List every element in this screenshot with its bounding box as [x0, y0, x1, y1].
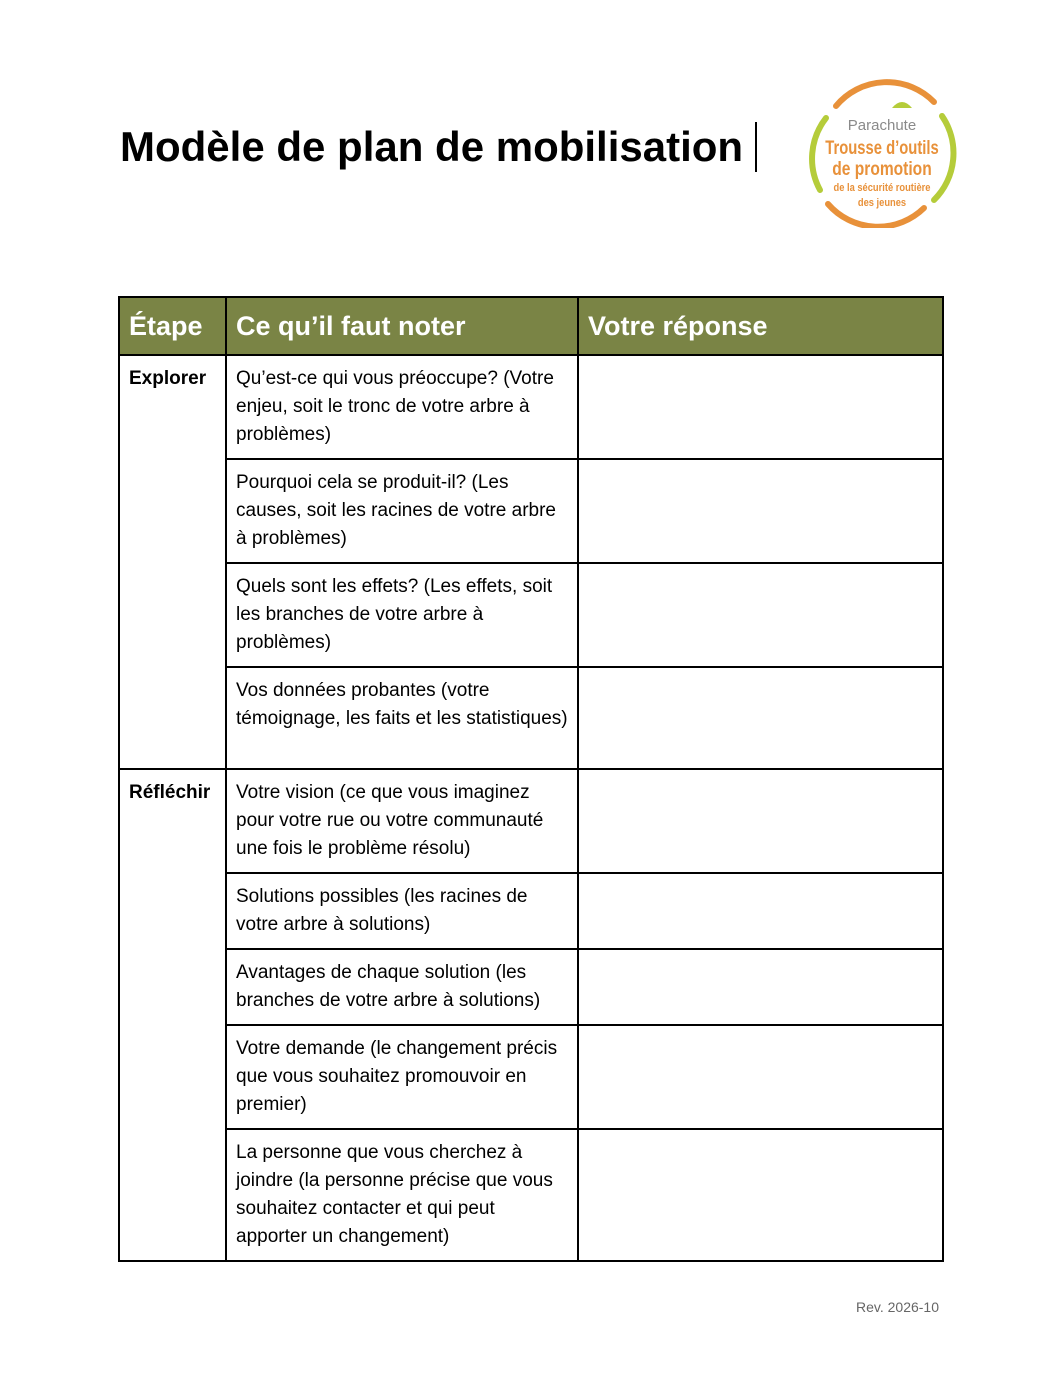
- logo-line-2: de promotion: [832, 157, 932, 180]
- note-cell: Quels sont les effets? (Les effets, soit les branches de votre arbre à problèmes): [226, 563, 578, 667]
- step-explorer: Explorer: [119, 355, 226, 769]
- logo-line-3: de la sécurité routière: [833, 182, 931, 195]
- table-row: [119, 949, 943, 1025]
- note-cell: Vos données probantes (votre témoignage, les faits et les statistiques): [226, 667, 578, 769]
- page-title: Modèle de plan de mobilisation: [120, 123, 744, 170]
- answer-cell[interactable]: [578, 459, 943, 563]
- answer-cell[interactable]: [578, 355, 943, 459]
- logo-arc-orange-top: [836, 82, 934, 106]
- text-cursor: [755, 122, 757, 172]
- note-cell: Qu’est-ce qui vous préoccupe? (Votre enjeu, soit le tronc de votre arbre à problèmes): [226, 355, 578, 459]
- header-answer: Votre réponse: [578, 297, 943, 355]
- logo-brand: Parachute: [847, 117, 917, 134]
- note-cell: Pourquoi cela se produit-il? (Les causes, soit les racines de votre arbre à problèmes): [226, 459, 578, 563]
- table-header-row: [119, 297, 943, 355]
- note-cell: Votre demande (le changement précis que vous souhaitez promouvoir en premier): [226, 1025, 578, 1129]
- mobilisation-plan-table: [118, 296, 944, 1262]
- table-row: [119, 563, 943, 667]
- table-row: [119, 769, 943, 873]
- parachute-logo: [806, 76, 958, 228]
- answer-cell[interactable]: [578, 563, 943, 667]
- answer-cell[interactable]: [578, 949, 943, 1025]
- table-row: [119, 355, 943, 459]
- parachute-canopy-icon: [892, 102, 912, 108]
- table-row: [119, 459, 943, 563]
- note-cell: Avantages de chaque solution (les branches de votre arbre à solutions): [226, 949, 578, 1025]
- note-cell: La personne que vous cherchez à joindre (la personne précise que vous souhaitez contacter et qui peut apporter un changement): [226, 1129, 578, 1261]
- header-note: Ce qu’il faut noter: [226, 297, 578, 355]
- answer-cell[interactable]: [578, 667, 943, 769]
- logo-line-1: Trousse d’outils: [825, 137, 939, 159]
- header-step: Étape: [119, 297, 226, 355]
- note-cell: Votre vision (ce que vous imaginez pour votre rue ou votre communauté une fois le problème résolu): [226, 769, 578, 873]
- table-row: [119, 873, 943, 949]
- note-cell: Solutions possibles (les racines de votre arbre à solutions): [226, 873, 578, 949]
- answer-cell[interactable]: [578, 1025, 943, 1129]
- logo-arc-green-left: [812, 118, 826, 190]
- answer-cell[interactable]: [578, 873, 943, 949]
- answer-cell[interactable]: [578, 769, 943, 873]
- table-row: [119, 667, 943, 769]
- step-reflechir: Réfléchir: [119, 769, 226, 1261]
- table-row: [119, 1025, 943, 1129]
- logo-line-4: des jeunes: [857, 197, 907, 210]
- table-row: [119, 1129, 943, 1261]
- revision-label: Rev. 2026-10: [855, 1299, 939, 1315]
- answer-cell[interactable]: [578, 1129, 943, 1261]
- parachute-logo-graphic: [806, 76, 958, 228]
